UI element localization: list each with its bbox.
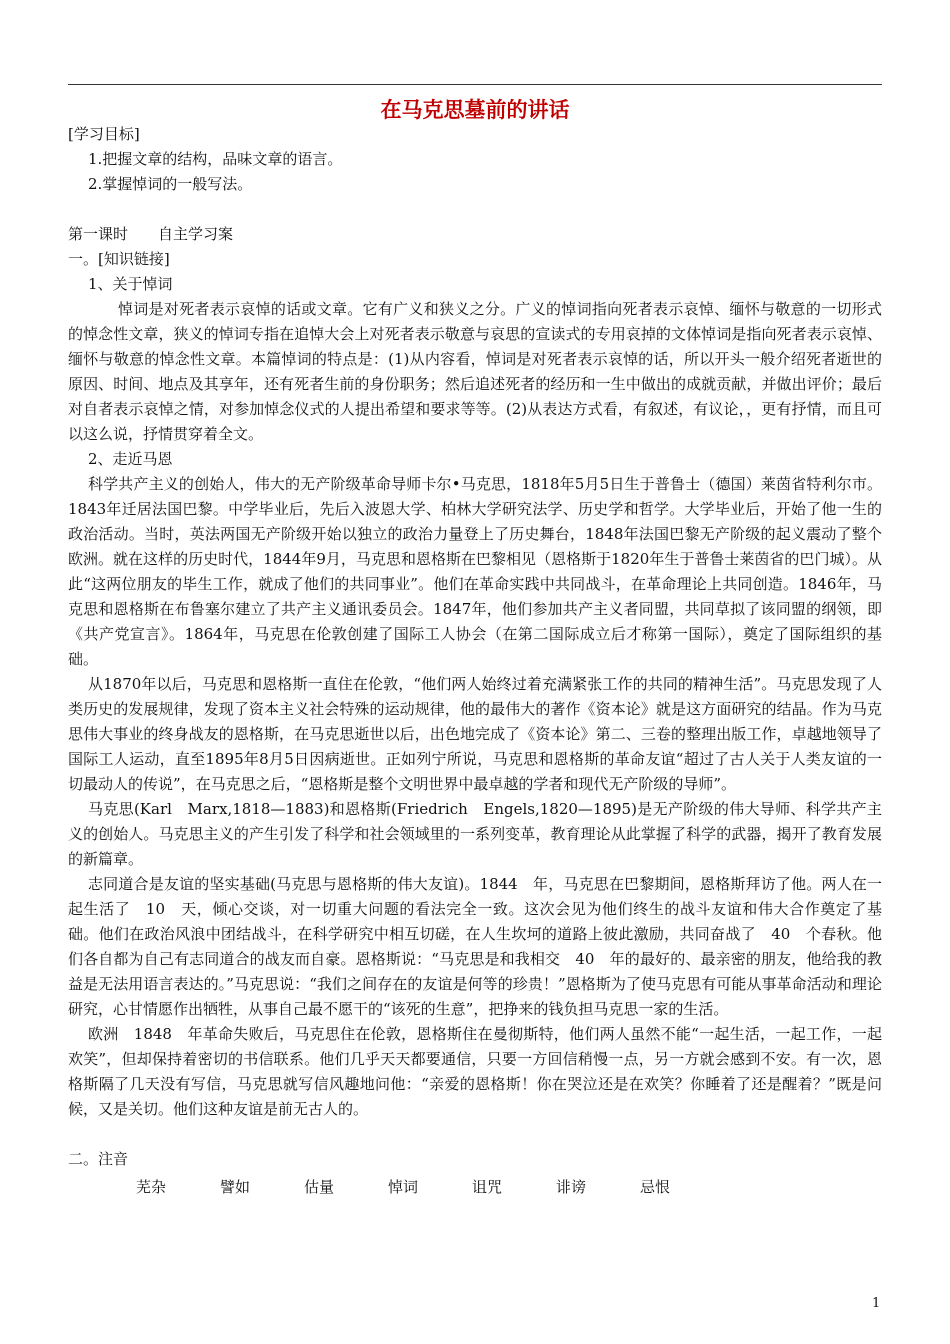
body-paragraph: 志同道合是友谊的坚实基础(马克思与恩格斯的伟大友谊)。1844 年，马克思在巴黎期间，恩格斯拜访了他。两人在一起生活了 10 天，倾心交谈，对一切重大问题的看法完全一致。这次会见为他们终生的战斗友谊和伟大合作奠定了基础。他们在政治风浪中团结战斗，在科学研究中相互切磋，在人生坎坷的道路上彼此激励，共同奋战了 40 个春秋。他们各自都为自己有志同道合的战友而自豪。恩格斯说：“马克思是和我相交 40 年的最好的、最亲密的朋友，他给我的教益是无法用语言表达的。”马克思说：“我们之间存在的友谊是何等的珍贵！”恩格斯为了使马克思有可能从事革命活动和理论研究，心甘情愿作出牺牲，从事自己最不愿干的“该死的生意”，把挣来的钱负担马克思一家的生活。	[68, 875, 882, 1018]
section-heading: 一。[知识链接]	[68, 250, 170, 268]
goals-heading: [学习目标]	[68, 125, 140, 143]
body-paragraph: 欧洲 1848 年革命失败后，马克思住在伦敦，恩格斯住在曼彻斯特，他们两人虽然不能“一起生活，一起工作，一起欢笑”，但却保持着密切的书信联系。他们几乎天天都要通信，只要一方回信稍慢一点，另一方就会感到不安。有一次，恩格斯隔了几天没有写信，马克思就写信风趣地问他：“亲爱的恩格斯！你在哭泣还是在欢笑？你睡着了还是醒着？”既是问候，又是关切。他们这种友谊是前无古人的。	[68, 1025, 882, 1118]
eulogy-definition-paragraph: 悼词是对死者表示哀悼的话或文章。它有广义和狭义之分。广义的悼词指向死者表示哀悼、缅怀与敬意的一切形式的悼念性文章，狭义的悼词专指在追悼大会上对死者表示敬意与哀思的宣读式的专用哀掉的文体悼词是指向死者表示哀悼、缅怀与敬意的悼念性文章。本篇悼词的特点是：(1)从内容看，悼词是对死者表示哀悼的话，所以开头一般介绍死者逝世的原因、时间、地点及其享年，还有死者生前的身份职务；然后追述死者的经历和一生中做出的成就贡献，并做出评价；最后对自者表示哀悼之情，对参加悼念仪式的人提出希望和要求等等。(2)从表达方式看，有叙述，有议论，，更有抒情，而且可以这么说，抒情贯穿着全文。	[68, 300, 882, 443]
section-heading: 二。注音	[68, 1150, 129, 1168]
document-body	[68, 122, 882, 1202]
pinyin-word: 芜杂	[136, 1178, 167, 1196]
lesson-heading: 第一课时 自主学习案	[68, 225, 234, 243]
pinyin-word: 悼词	[388, 1178, 419, 1196]
subsection-heading: 2、走近马恩	[88, 450, 173, 468]
pinyin-word: 忌恨	[640, 1178, 671, 1196]
body-paragraph: 科学共产主义的创始人，伟大的无产阶级革命导师卡尔•马克思，1818年5月5日生于普鲁士（德国）莱茵省特利尔市。1843年迁居法国巴黎。中学毕业后，先后入波恩大学、柏林大学研究法学、历史学和哲学。大学毕业后，开始了他一生的政治活动。当时，英法两国无产阶级开始以独立的政治力量登上了历史舞台，1848年法国巴黎无产阶级的起义震动了整个欧洲。就在这样的历史时代，1844年9月，马克思和恩格斯在巴黎相见（恩格斯于1820年生于普鲁士莱茵省的巴门城）。从此“这两位朋友的毕生工作，就成了他们的共同事业”。他们在革命实践中共同战斗，在革命理论上共同创造。1846年，马克思和恩格斯在布鲁塞尔建立了共产主义通讯委员会。1847年，他们参加共产主义者同盟，共同草拟了该同盟的纲领，即《共产党宣言》。1864年，马克思在伦敦创建了国际工人协会（在第二国际成立后才称第一国际），奠定了国际组织的基础。	[68, 475, 882, 668]
page-title: 在马克思墓前的讲话	[380, 98, 570, 122]
header-rule	[68, 84, 882, 85]
page-number: 1	[872, 1296, 881, 1311]
pinyin-word: 譬如	[220, 1178, 251, 1196]
pinyin-word: 估量	[304, 1178, 335, 1196]
pinyin-word: 诽谤	[556, 1178, 587, 1196]
body-paragraph: 从1870年以后，马克思和恩格斯一直住在伦敦，“他们两人始终过着充满紧张工作的共同的精神生活”。马克思发现了人类历史的发展规律，发现了资本主义社会特殊的运动规律，他的最伟大的著作《资本论》就是这方面研究的结晶。作为马克思伟大事业的终身战友的恩格斯，在马克思逝世以后，出色地完成了《资本论》第二、三卷的整理出版工作，卓越地领导了国际工人运动，直至1895年8月5日因病逝世。正如列宁所说，马克思和恩格斯的革命友谊“超过了古人关于人类友谊的一切最动人的传说”，在马克思之后，“恩格斯是整个文明世界中最卓越的学者和现代无产阶级的导师”。	[68, 675, 882, 793]
pinyin-word-list	[68, 1172, 882, 1202]
pinyin-word: 诅咒	[472, 1178, 503, 1196]
subsection-heading: 1、关于悼词	[88, 275, 173, 293]
goal-item: 2.掌握悼词的一般写法。	[88, 175, 253, 193]
goal-item: 1.把握文章的结构，品味文章的语言。	[88, 150, 343, 168]
body-paragraph: 马克思(Karl Marx,1818—1883)和恩格斯(Friedrich Engels,1820—1895)是无产阶级的伟大导师、科学共产主义的创始人。马克思主义的产生引发了科学和社会领域里的一系列变革，教育理论从此掌握了科学的武器，揭开了教育发展的新篇章。	[68, 800, 882, 868]
